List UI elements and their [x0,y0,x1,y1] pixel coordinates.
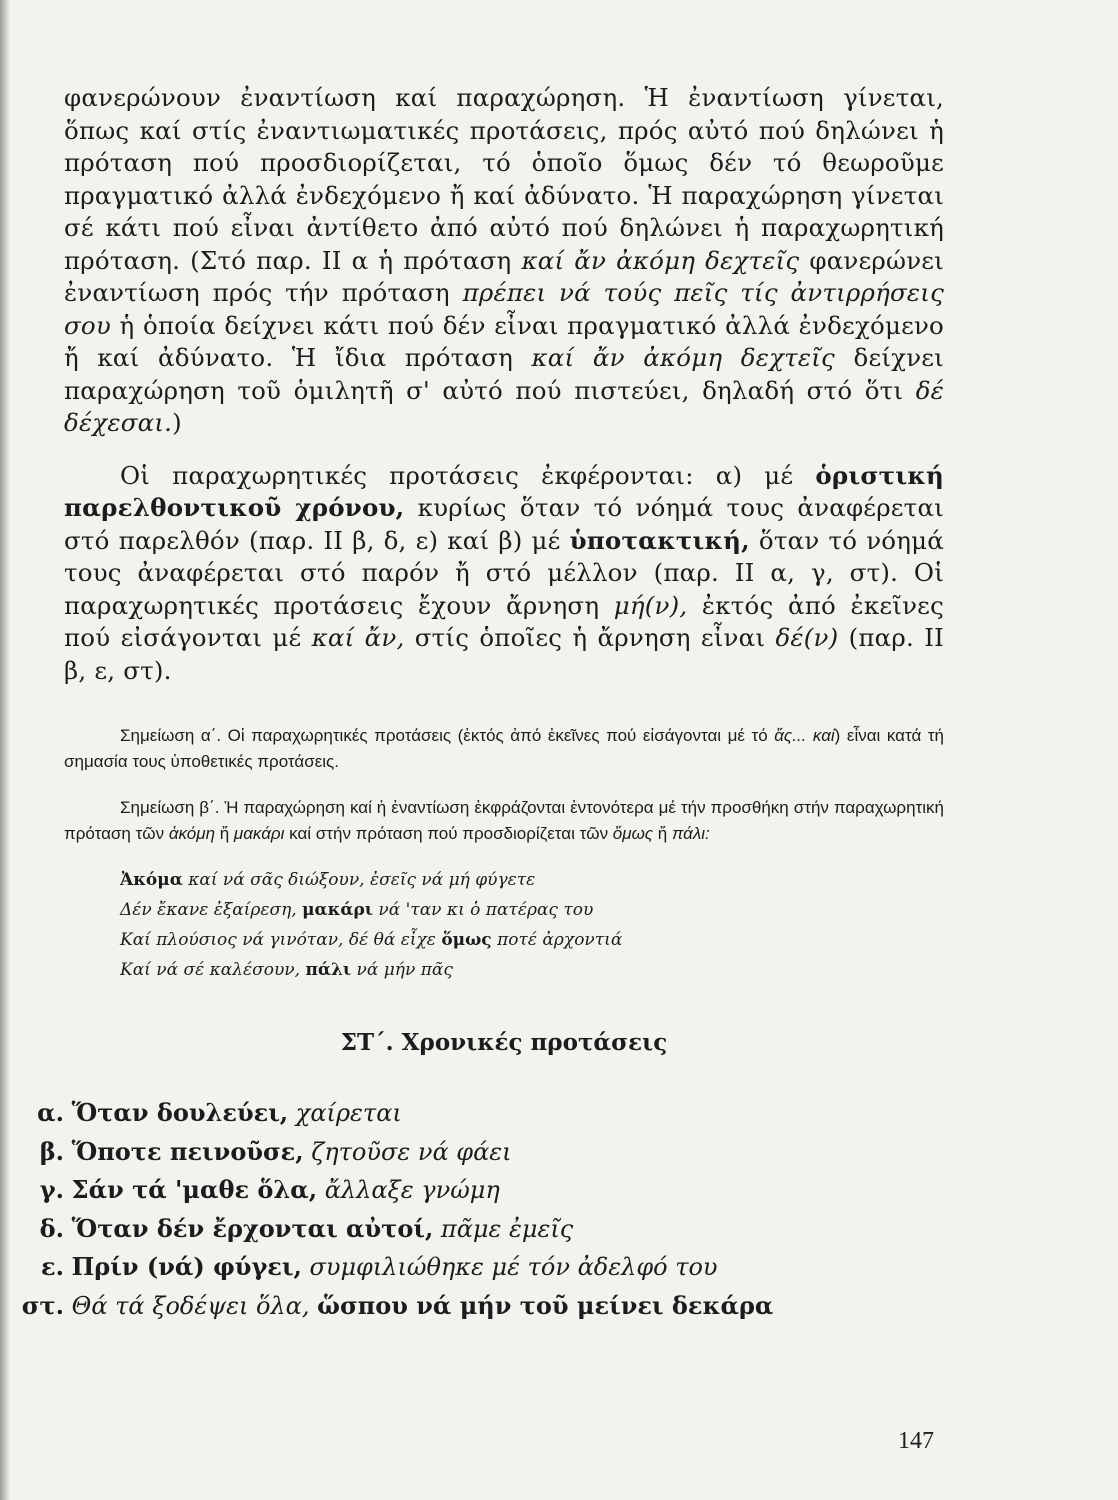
poem-line [120,865,944,895]
note2-italic-1: ἀκόμη [168,824,216,843]
example-marker: α. [37,1098,64,1127]
poem-line [120,925,944,955]
paragraph-2 [64,460,944,688]
example-item [8,1248,944,1287]
para1-text-4: δείχνει παραχώρηση τοῦ ὁμιλητῆ σ' αὐτό πού πιστεύει, δηλαδή στό ὅτι [64,343,944,405]
poem-excerpt [120,865,944,985]
example-bold: Ὅταν δέν ἔρχονται αὐτοί, [71,1213,434,1243]
note-beta [64,795,944,847]
poem-line [120,895,944,925]
poem-line-text: Δέν ἔκανε ἐξαίρεση, [120,900,303,920]
poem-keyword: Ἀκόμα [120,870,183,890]
para2-bold-2: ὑποτακτική, [569,525,750,555]
note2-text-4: ἤ [653,824,672,843]
note1-italic-1: ἄς... καί [774,726,835,745]
poem-keyword: ὅμως [441,930,492,950]
poem-line-text: ποτέ ἀρχοντιά [491,930,623,950]
poem-keyword: μακάρι [302,900,373,920]
para1-italic-4: δέ δέχεσαι. [64,375,944,437]
para2-text-1: Οἱ παραχωρητικές προτάσεις ἐκφέρονται: α) μέ [120,460,816,490]
note2-italic-4: πάλι: [671,824,710,843]
para1-text-2: φανερώνει ἐναντίωση πρός τήν πρόταση [64,245,944,307]
paragraph-1 [64,82,944,440]
example-bold: Σάν τά 'μαθε ὅλα, [71,1175,318,1204]
example-italic: ἄλλαξε γνώμη [317,1176,500,1204]
example-item [8,1133,944,1172]
examples-list [8,1094,944,1325]
para2-text-6: (παρ. ΙΙ β, ε, στ). [64,623,944,685]
example-item [8,1094,944,1133]
example-bold: Ὅταν δουλεύει, [71,1098,289,1127]
example-bold: Πρίν (νά) φύγει, [71,1252,302,1281]
poem-line-text: Καί νά σέ καλέσουν, [120,960,306,980]
note2-text-2: ἤ [215,824,234,843]
example-item [8,1171,944,1210]
example-italic: χαίρεται [288,1099,402,1127]
poem-line-text: καί νά σᾶς διώξουν, ἐσεῖς νά μή φύγετε [182,870,536,890]
book-page [21,82,945,1325]
section-heading: ΣΤ΄. Χρονικές προτάσεις [340,1029,668,1056]
note2-italic-3: ὅμως [612,824,654,843]
para2-bold-1: ὁριστική παρελθοντικοῦ χρόνου, [64,460,944,522]
example-marker: β. [39,1136,64,1166]
example-marker: ε. [41,1252,64,1281]
example-italic: συμφιλιώθηκε μέ τόν ἀδελφό του [301,1253,718,1281]
note2-text-3: καί στήν πρόταση πού προσδιορίζεται τῶν [284,824,613,843]
poem-line-text: νά 'ταν κι ὁ πατέρας του [373,900,594,920]
example-marker: γ. [39,1175,64,1204]
example-bold: ὥσπου νά μήν τοῦ μείνει δεκάρα [317,1290,774,1320]
example-marker: δ. [39,1213,64,1243]
note2-text-1: Σημείωση β΄. Ἡ παραχώρηση καί ἡ ἐναντίωση ἐκφράζονται ἐντονότερα μέ τήν προσθήκη στήν παραχωρητική πρόταση τῶν [64,798,944,843]
example-item [8,1287,944,1326]
example-marker: στ. [21,1290,64,1320]
para1-italic-2: πρέπει νά τούς πεῖς τίς ἀντιρρήσεις σου [64,278,945,340]
para2-text-2: κυρίως ὅταν τό νόημά τους ἀναφέρεται στό παρελθόν (παρ. ΙΙ β, δ, ε) καί β) μέ [64,493,944,555]
para2-text-5: στίς ὁποῖες ἡ ἄρνηση εἶναι [404,623,776,652]
poem-line-text: νά μήν πᾶς [351,960,453,980]
para2-italic-3: δέ(ν) [775,623,839,652]
example-item [8,1210,944,1249]
example-italic: Θά τά ξοδέψει ὅλα, [71,1291,318,1320]
para2-italic-1: μή(ν), [613,590,688,620]
para2-text-4: ἐκτός ἀπό ἐκεῖνες πού εἰσάγονται μέ [64,590,944,652]
para1-italic-3: καί ἄν ἀκόμη δεχτεῖς [531,343,835,372]
para1-text-5: ) [172,408,182,437]
para2-text-3: ὅταν τό νόημά τους ἀναφέρεται στό παρόν ἤ στό μέλλον (παρ. ΙΙ α, γ, στ). Οἱ παραχωρητικές προτάσεις ἔχουν ἄρνηση [64,525,944,620]
example-bold: Ὅποτε πεινοῦσε, [71,1136,304,1166]
example-italic: πᾶμε ἐμεῖς [433,1214,574,1243]
para2-italic-2: καί ἄν, [311,623,405,652]
note1-text-2: ) εἶναι κατά τή σημασία τους ὑποθετικές προτάσεις. [64,726,945,771]
note1-text-1: Σημείωση α΄. Οἱ παραχωρητικές προτάσεις (ἐκτός ἀπό ἐκεῖνες πού εἰσάγονται μέ τό [120,726,775,745]
poem-keyword: πάλι [305,960,352,980]
para1-text-1: φανερώνουν ἐναντίωση καί παραχώρηση. Ἡ ἐναντίωση γίνεται, ὅπως καί στίς ἐναντιωματικές προτάσεις, πρός αὐτό πού δηλώνει ἡ πρόταση πού προσδιορίζεται, τό ὁποῖο ὅμως δέν τό θεωροῦμε πραγματικό ἀλλά ἐνδεχόμενο ἤ καί ἀδύνατο. Ἡ παραχώρηση γίνεται σέ κάτι πού εἶναι ἀντίθετο ἀπό αὐτό πού δηλώνει ἡ παραχωρητική πρόταση. (Στό παρ. ΙΙ α ἡ πρόταση [64,83,944,275]
poem-line [120,955,944,985]
para1-italic-1: καί ἄν ἀκόμη δεχτεῖς [521,245,800,275]
example-italic: ζητοῦσε νά φάει [303,1137,512,1166]
note-alpha [64,723,944,775]
note2-italic-2: μακάρι [233,824,285,843]
poem-line-text: Καί πλούσιος νά γινόταν, δέ θά εἶχε [120,930,442,950]
para1-text-3: ἡ ὁποία δείχνει κάτι πού δέν εἶναι πραγματικό ἀλλά ἐνδεχόμενο ἤ καί ἀδύνατο. Ἡ ἴδια πρόταση [64,310,944,372]
page-number: 147 [898,1428,934,1454]
